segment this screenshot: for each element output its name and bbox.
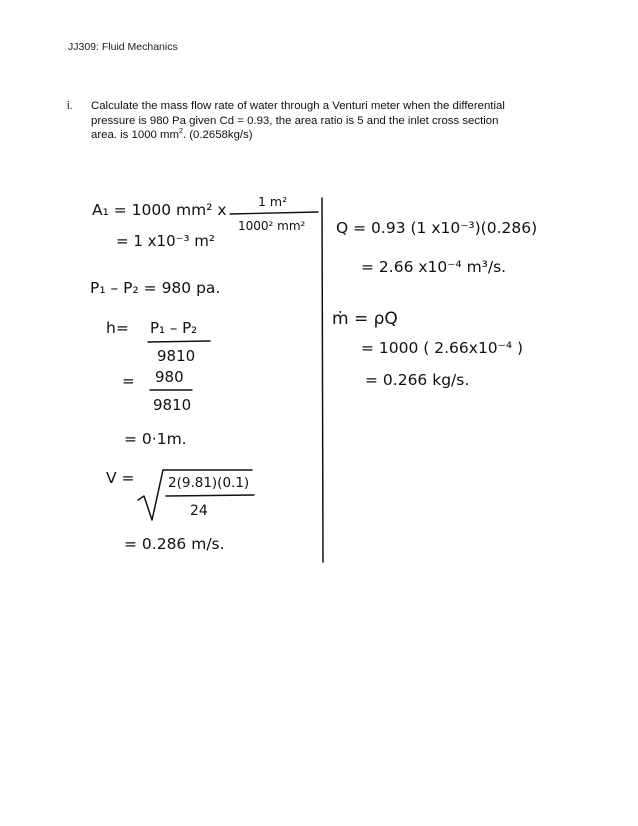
area-fraction-denominator: 1000² mm²	[238, 219, 306, 233]
document-header: JJ309: Fluid Mechanics	[68, 41, 178, 53]
flow-rate-equation: Q = 0.93 (1 x10⁻³)(0.286)	[336, 219, 538, 237]
velocity-denominator: 24	[190, 503, 208, 519]
question-line-1: Calculate the mass flow rate of water through a Venturi meter when the differential	[91, 100, 505, 112]
question-number: i.	[67, 100, 73, 112]
velocity-fraction-bar	[166, 495, 254, 496]
question-answer-text: . (0.2658kg/s)	[182, 129, 253, 142]
area-result: = 1 x10⁻³ m²	[116, 232, 215, 250]
area-fraction-bar	[230, 212, 318, 214]
squared-superscript: 2	[179, 128, 183, 136]
velocity-numerator: 2(9.81)(0.1)	[168, 475, 250, 491]
head-numerator: P₁ – P₂	[150, 319, 198, 337]
column-divider	[322, 198, 323, 562]
question-line-3-text: area. is 1000 mm	[91, 129, 179, 142]
area-fraction-numerator: 1 m²	[258, 194, 288, 209]
head-denominator-2: 9810	[153, 396, 192, 414]
flow-rate-result: = 2.66 x10⁻⁴ m³/s.	[361, 258, 507, 276]
velocity-result: = 0.286 m/s.	[124, 535, 225, 553]
question-line-2: pressure is 980 Pa given Cd = 0.93, the area ratio is 5 and the inlet cross section	[91, 114, 499, 127]
head-numerator-2: 980	[155, 368, 184, 386]
mass-flow-result: = 0.266 kg/s.	[365, 371, 470, 389]
pressure-difference: P₁ – P₂ = 980 pa.	[90, 279, 221, 297]
velocity-label: V =	[106, 469, 135, 487]
head-fraction-bar	[148, 341, 210, 342]
mass-flow-substitution: = 1000 ( 2.66x10⁻⁴ )	[361, 339, 524, 357]
head-denominator: 9810	[157, 347, 196, 365]
area-equation: A₁ = 1000 mm² x	[92, 201, 227, 219]
head-result: = 0·1m.	[124, 430, 187, 448]
mass-flow-equation: ṁ = ρQ	[332, 309, 398, 329]
head-label: h=	[106, 319, 129, 337]
head-equals-2: =	[122, 372, 135, 390]
